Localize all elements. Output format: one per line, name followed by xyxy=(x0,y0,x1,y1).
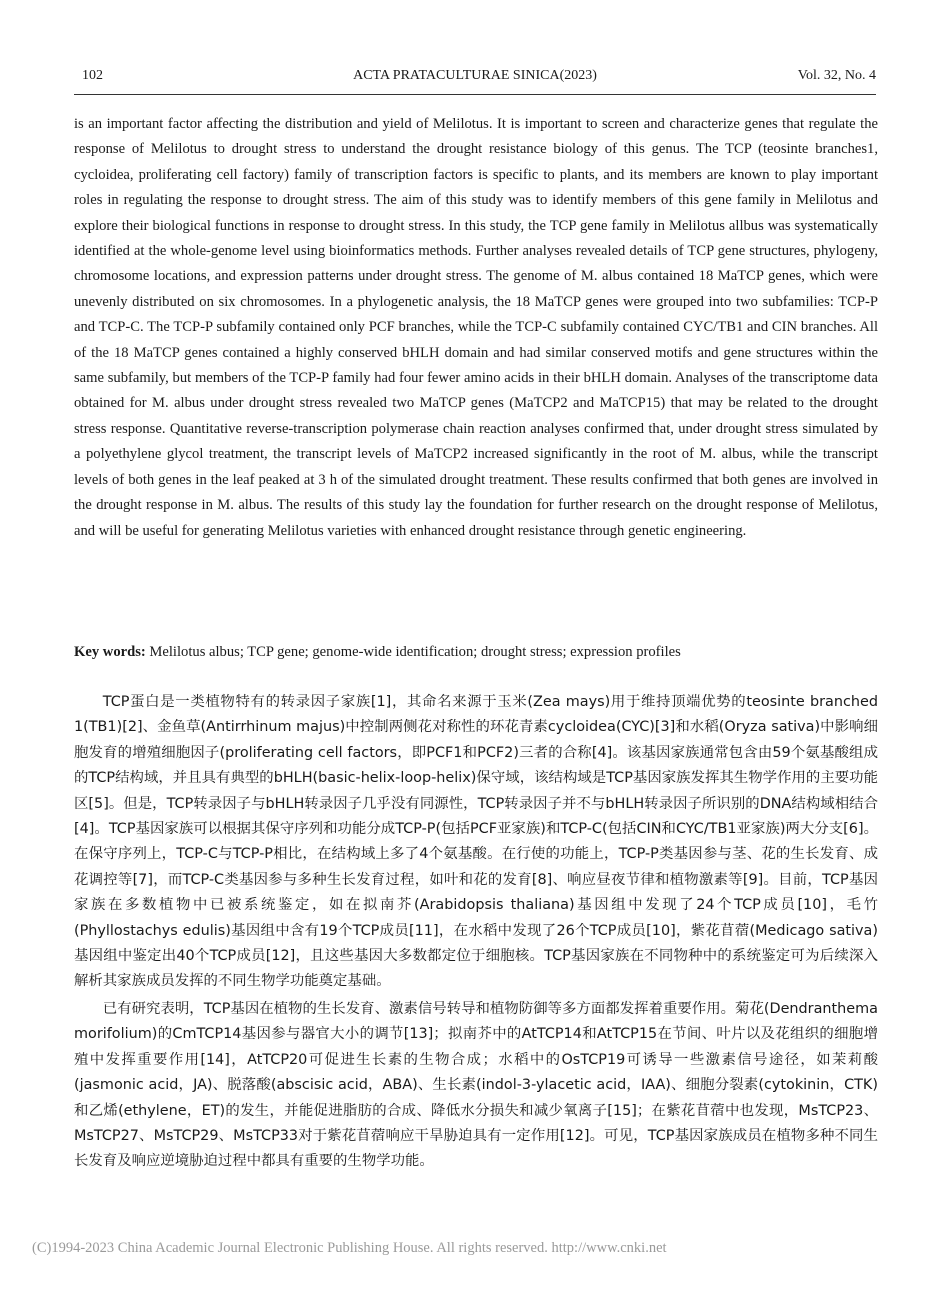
page-number: 102 xyxy=(82,68,103,83)
copyright-footer: (C)1994-2023 China Academic Journal Electronic Publishing House. All rights reserved. http://www.cnki.net xyxy=(32,1240,667,1256)
volume-issue: Vol. 32, No. 4 xyxy=(797,68,876,83)
abstract-text xyxy=(74,112,878,544)
paragraph-1: TCP蛋白是一类植物特有的转录因子家族[1]，其命名来源于玉米(Zea mays)用于维持顶端优势的teosinte branched 1(TB1)[2]、金鱼草(Antirrhinum majus)中控制两侧花对称性的环花青素cycloidea(CYC)[3]和水稻(Oryza sativa)中影响细胞发育的增殖细胞因子(proliferating cell factors，即PCF1和PCF2)三者的合称[4]。该基因家族通常包含由59个氨基酸组成的TCP结构域，并且具有典型的bHLH(basic-helix-loop-helix)保守域，该结构域是TCP基因家族发挥其生物学作用的主要功能区[5]。但是，TCP转录因子与bHLH转录因子几乎没有同源性，TCP转录因子并不与bHLH转录因子所识别的DNA结构域相结合[4]。TCP基因家族可以根据其保守序列和功能分成TCP-P(包括PCF亚家族)和TCP-C(包括CIN和CYC/TB1亚家族)两大分支[6]。在保守序列上，TCP-C与TCP-P相比，在结构域上多了4个氨基酸。在行使的功能上，TCP-P类基因参与茎、花的生长发育、成花调控等[7]，而TCP-C类基因参与多种生长发育过程，如叶和花的发育[8]、响应昼夜节律和植物激素等[9]。目前，TCP基因家族在多数植物中已被系统鉴定，如在拟南芥(Arabidopsis thaliana)基因组中发现了24个TCP成员[10]，毛竹(Phyllostachys edulis)基因组中含有19个TCP成员[11]，在水稻中发现了26个TCP成员[10]，紫花苜蓿(Medicago sativa)基因组中鉴定出40个TCP成员[12]，且这些基因大多数都定位于细胞核。TCP基因家族在不同物种中的系统鉴定可为后续深入解析其家族成员发挥的不同生物学功能奠定基础。 xyxy=(74,694,878,990)
abstract-paragraph: is an important factor affecting the distribution and yield of Melilotus. It is important to screen and characterize genes that regulate the response of Melilotus to drought stress to understand the drought resistance biology of this genus. The TCP (teosinte branches1, cycloidea, proliferating cell factory) family of transcription factors is specific to plants, and its members are known to play important roles in regulating the response to drought stress. The aim of this study was to identify members of this gene family in Melilotus and explore their biological functions in response to drought stress. In this study, the TCP gene family in Melilotus allbus was systematically identified at the whole-genome level using bioinformatics methods. Further analyses revealed details of TCP gene structures, phylogeny, chromosome locations, and expression patterns under drought stress. The genome of M. albus contained 18 MaTCP genes, which were unevenly distributed on six chromosomes. In a phylogenetic analysis, the 18 MaTCP genes were grouped into two subfamilies: TCP-P and TCP-C. The TCP-P subfamily contained only PCF branches, while the TCP-C subfamily contained CYC/TB1 and CIN branches. All of the 18 MaTCP genes contained a highly conserved bHLH domain and had similar conserved motifs and gene structures within the same subfamily, but members of the TCP-P family had four fewer amino acids in their bHLH domain. Analyses of the transcriptome data obtained for M. albus under drought stress revealed two MaTCP genes (MaTCP2 and MaTCP15) that may be related to the drought stress response. Quantitative reverse-transcription polymerase chain reaction analyses confirmed that, under drought stress simulated by a polyethylene glycol treatment, the transcript levels of MaTCP2 increased significantly in the root of M. albus, while the transcript levels of both genes in the leaf peaked at 3 h of the simulated drought treatment. These results confirmed that both genes are involved in the drought response in M. albus. The results of this study lay the foundation for further research on the drought response of Melilotus, and will be useful for generating Melilotus varieties with enhanced drought resistance through genetic engineering. xyxy=(74,116,878,539)
header-rule xyxy=(74,94,876,95)
journal-title: ACTA PRATACULTURAE SINICA(2023) xyxy=(353,68,597,83)
keywords-label: Key words xyxy=(74,644,141,660)
keywords: Key words: Melilotus albus; TCP gene; genome-wide identification; drought stress; expression profiles xyxy=(74,644,681,660)
paragraph-2: 已有研究表明，TCP基因在植物的生长发育、激素信号转导和植物防御等多方面都发挥着重要作用。菊花(Dendranthema morifolium)的CmTCP14基因参与器官大小的调节[13]；拟南芥中的AtTCP14和AtTCP15在节间、叶片以及花组织的细胞增殖中发挥重要作用[14]，AtTCP20可促进生长素的生物合成；水稻中的OsTCP19可诱导一些激素信号途径，如茉莉酸(jasmonic acid，JA)、脱落酸(abscisic acid，ABA)、生长素(indol-3-ylacetic acid，IAA)、细胞分裂素(cytokinin，CTK)和乙烯(ethylene，ET)的发生，并能促进脂肪的合成、降低水分损失和减少氧离子[15]；在紫花苜蓿中也发现，MsTCP23、MsTCP27、MsTCP29、MsTCP33对于紫花苜蓿响应干旱胁迫具有一定作用[12]。可见，TCP基因家族成员在植物多种不同生长发育及响应逆境胁迫过程中都具有重要的生物学功能。 xyxy=(74,1000,878,1170)
keywords-text: Melilotus albus; TCP gene; genome-wide identification; drought stress; expression profiles xyxy=(149,644,681,660)
body-chinese xyxy=(74,690,878,1177)
running-header xyxy=(74,68,876,88)
